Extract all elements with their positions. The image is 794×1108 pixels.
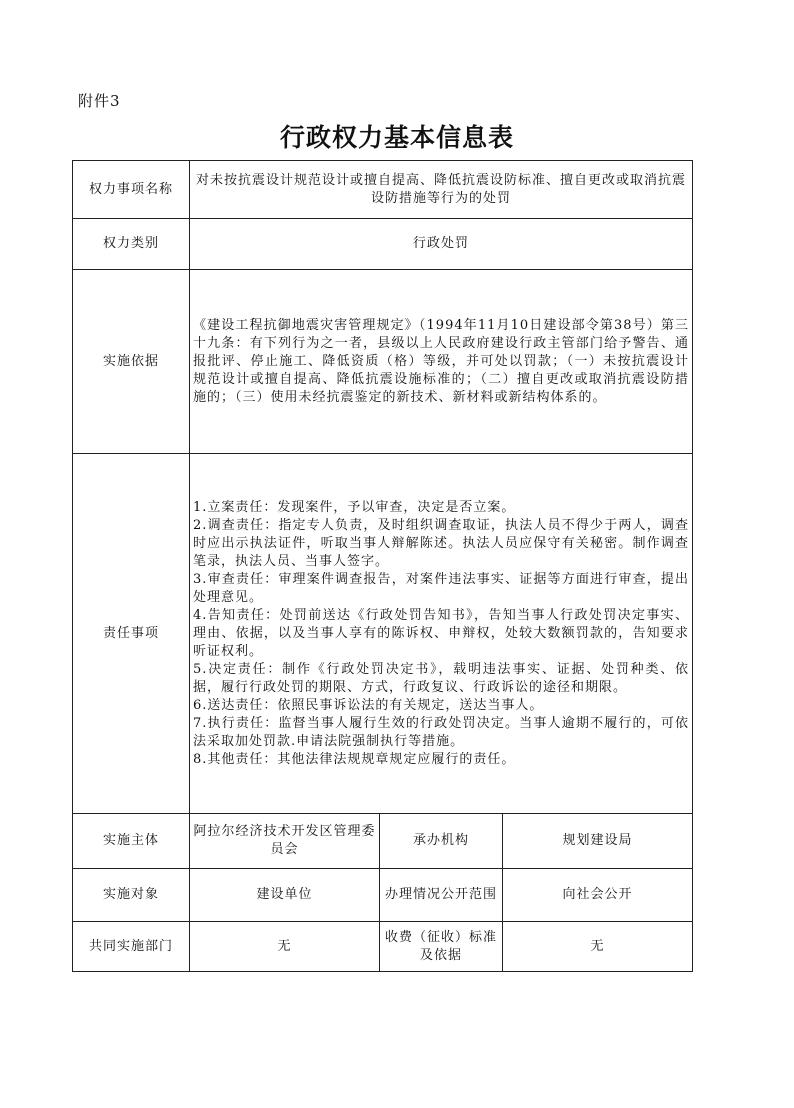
responsibilities-list bbox=[190, 454, 693, 814]
responsibility-item: 4.告知责任：处罚前送达《行政处罚告知书》，告知当事人行政处罚决定事实、理由、依据，以及当事人享有的陈诉权、申辩权，处较大数额罚款的，告知要求听证权利。 bbox=[193, 607, 690, 659]
row-target bbox=[73, 869, 693, 922]
row-joint bbox=[73, 922, 693, 972]
power-category-label: 权力类别 bbox=[73, 219, 190, 270]
legal-basis-label: 实施依据 bbox=[73, 270, 190, 454]
fee-label: 收费（征收）标准及依据 bbox=[380, 922, 503, 972]
subject-label: 实施主体 bbox=[73, 814, 190, 869]
legal-basis-value: 《建设工程抗御地震灾害管理规定》（1994年11月10日建设部令第38号）第三十九条：有下列行为之一者，县级以上人民政府建设行政主管部门给予警告、通报批评、停止施工、降低资质（格）等级，并可处以罚款；（一）未按抗震设计规范设计或擅自提高、降低抗震设施标准的；（二）擅自更改或取消抗震设防措施的；（三）使用未经抗震鉴定的新技术、新材料或新结构体系的。 bbox=[190, 270, 693, 454]
row-power-category bbox=[73, 219, 693, 270]
joint-label: 共同实施部门 bbox=[73, 922, 190, 972]
target-label: 实施对象 bbox=[73, 869, 190, 922]
row-power-name bbox=[73, 161, 693, 219]
responsibility-item: 2.调查责任：指定专人负责，及时组织调查取证，执法人员不得少于两人，调查时应出示执法证件，听取当事人辩解陈述。执法人员应保守有关秘密。制作调查笔录，执法人员、当事人签字。 bbox=[193, 517, 690, 569]
responsibilities-label: 责任事项 bbox=[73, 454, 190, 814]
org-value: 规划建设局 bbox=[503, 814, 693, 869]
responsibility-item: 8.其他责任：其他法律法规规章规定应履行的责任。 bbox=[193, 751, 516, 767]
scope-value: 向社会公开 bbox=[503, 869, 693, 922]
target-value: 建设单位 bbox=[190, 869, 380, 922]
row-responsibilities bbox=[73, 454, 693, 814]
row-legal-basis bbox=[73, 270, 693, 454]
power-category-value: 行政处罚 bbox=[190, 219, 693, 270]
power-name-value: 对未按抗震设计规范设计或擅自提高、降低抗震设防标准、擅自更改或取消抗震设防措施等行为的处罚 bbox=[190, 161, 693, 219]
responsibility-item: 5.决定责任：制作《行政处罚决定书》，载明违法事实、证据、处罚种类、依据，履行行政处罚的期限、方式，行政复议、行政诉讼的途径和期限。 bbox=[193, 661, 690, 695]
info-table bbox=[72, 160, 693, 972]
org-label: 承办机构 bbox=[380, 814, 503, 869]
power-name-label: 权力事项名称 bbox=[73, 161, 190, 219]
joint-value: 无 bbox=[190, 922, 380, 972]
responsibility-item: 3.审查责任：审理案件调查报告，对案件违法事实、证据等方面进行审查，提出处理意见。 bbox=[193, 571, 690, 605]
responsibility-item: 1.立案责任：发现案件，予以审查，决定是否立案。 bbox=[193, 499, 516, 515]
scope-label: 办理情况公开范围 bbox=[380, 869, 503, 922]
attachment-label: 附件3 bbox=[78, 92, 121, 110]
fee-value: 无 bbox=[503, 922, 693, 972]
responsibility-item: 7.执行责任：监督当事人履行生效的行政处罚决定。当事人逾期不履行的，可依法采取加处罚款.申请法院强制执行等措施。 bbox=[193, 715, 690, 749]
page-title: 行政权力基本信息表 bbox=[279, 123, 514, 152]
row-subject bbox=[73, 814, 693, 869]
subject-value: 阿拉尔经济技术开发区管理委员会 bbox=[190, 814, 380, 869]
responsibility-item: 6.送达责任：依照民事诉讼法的有关规定，送达当事人。 bbox=[193, 697, 544, 713]
